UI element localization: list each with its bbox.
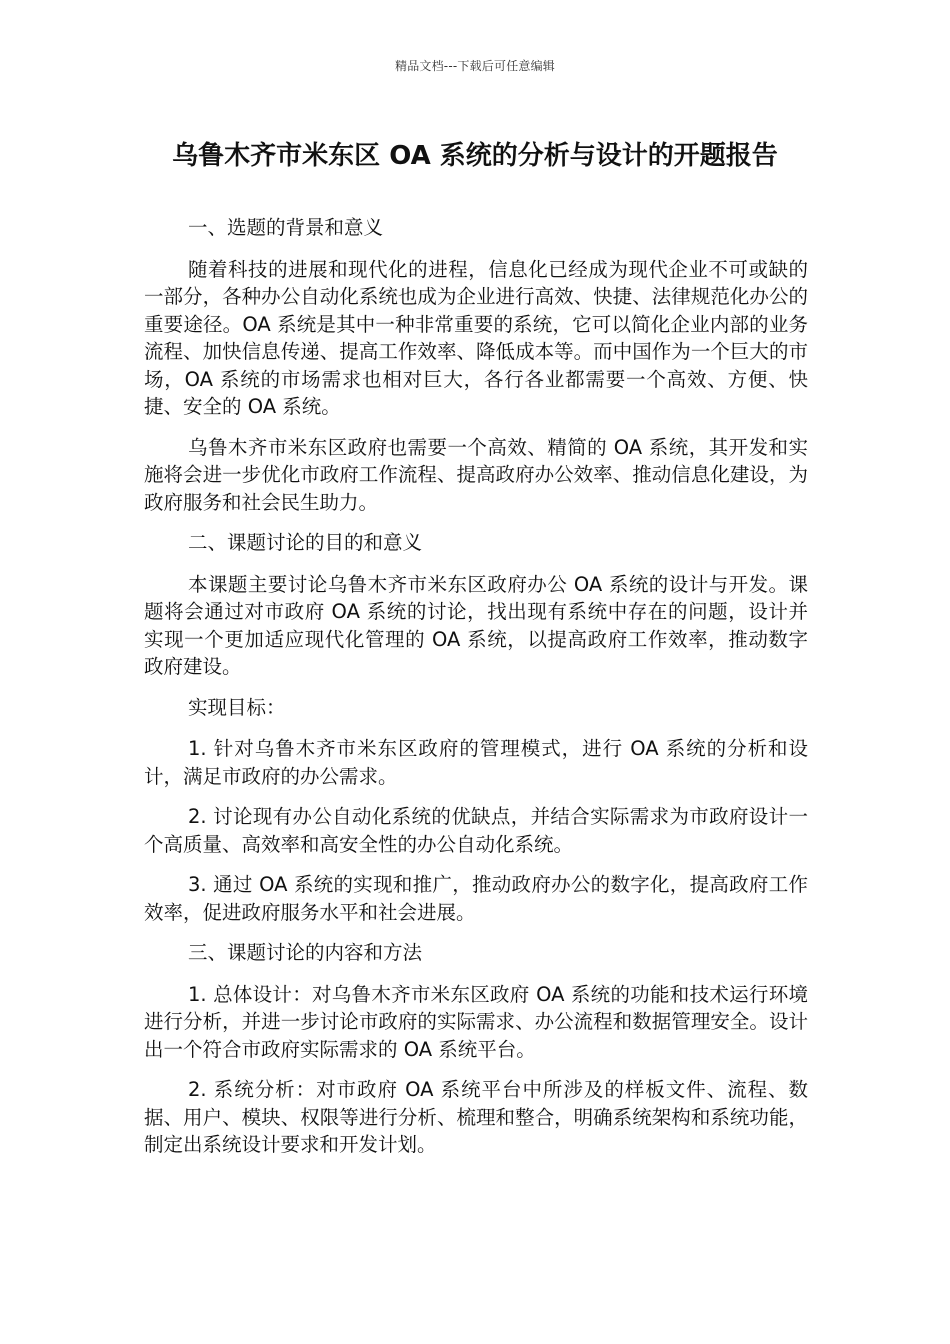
goal-item-3: 3. 通过 OA 系统的实现和推广，推动政府办公的数字化，提高政府工作效率，促进政府服务水平和社会进展。: [144, 873, 808, 924]
section-heading-content: 三、课题讨论的内容和方法: [188, 941, 423, 964]
document-title: 乌鲁木齐市米东区 OA 系统的分析与设计的开题报告: [172, 141, 778, 171]
paragraph-district-need: 乌鲁木齐市米东区政府也需要一个高效、精简的 OA 系统，其开发和实施将会进一步优化市政府工作流程、提高政府办公效率、推动信息化建设，为政府服务和社会民生助力。: [144, 435, 808, 514]
section-heading-purpose: 二、课题讨论的目的和意义: [188, 531, 423, 554]
content-item-1: 1. 总体设计：对乌鲁木齐市米东区政府 OA 系统的功能和技术运行环境进行分析，并进一步讨论市政府的实际需求、办公流程和数据管理安全。设计出一个符合市政府实际需求的 OA 系统平台。: [144, 982, 808, 1061]
goals-heading: 实现目标：: [188, 695, 286, 719]
header-note: 精品文档---下载后可任意编辑: [395, 59, 555, 73]
paragraph-purpose: 本课题主要讨论乌鲁木齐市米东区政府办公 OA 系统的设计与开发。课题将会通过对市政府 OA 系统的讨论，找出现有系统中存在的问题，设计并实现一个更加适应现代化管理的 OA 系统，以提高政府工作效率，推动数字政府建设。: [144, 572, 808, 678]
goal-item-2: 2. 讨论现有办公自动化系统的优缺点，并结合实际需求为市政府设计一个高质量、高效率和高安全性的办公自动化系统。: [144, 805, 808, 856]
paragraph-background: 随着科技的进展和现代化的进程，信息化已经成为现代企业不可或缺的一部分，各种办公自动化系统也成为企业进行高效、快捷、法律规范化办公的重要途径。OA 系统是其中一种非常重要的系统，它可以简化企业内部的业务流程、加快信息传递、提高工作效率、降低成本等。而中国作为一个巨大的市场，OA 系统的市场需求也相对巨大，各行各业都需要一个高效、方便、快捷、安全的 OA 系统。: [144, 257, 808, 418]
goal-item-1: 1. 针对乌鲁木齐市米东区政府的管理模式，进行 OA 系统的分析和设计，满足市政府的办公需求。: [144, 737, 808, 788]
document-body: [144, 214, 808, 1172]
content-item-2: 2. 系统分析：对市政府 OA 系统平台中所涉及的样板文件、流程、数据、用户、模块、权限等进行分析、梳理和整合，明确系统架构和系统功能，制定出系统设计要求和开发计划。: [144, 1078, 808, 1156]
section-heading-background: 一、选题的背景和意义: [188, 216, 384, 239]
